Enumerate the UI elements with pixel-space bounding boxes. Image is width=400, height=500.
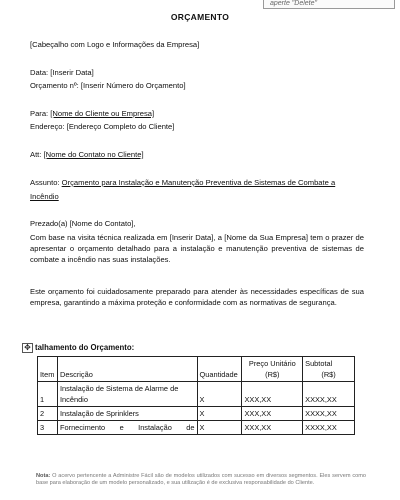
date-line: [30, 68, 94, 78]
table-row[interactable]: [38, 407, 355, 421]
row-subtotal: XXXX,XX: [303, 382, 355, 407]
row-quantity: X: [197, 407, 242, 421]
quote-number-value[interactable]: [Inserir Número do Orçamento]: [80, 81, 186, 90]
subject-label: Assunto:: [30, 178, 62, 187]
attention-value[interactable]: [Nome do Contato no Cliente]: [43, 150, 144, 159]
header-placeholder[interactable]: [Cabeçalho com Logo e Informações da Empresa]: [30, 40, 200, 49]
delete-hint-box: [263, 0, 395, 9]
header-subtotal: Subtotal (R$): [303, 357, 355, 382]
table-section-heading: talhamento do Orçamento:: [35, 343, 135, 352]
table-row[interactable]: [38, 382, 355, 407]
recipient-value[interactable]: [Nome do Cliente ou Empresa]: [50, 109, 155, 118]
footer-note: [36, 473, 366, 487]
row-item: 2: [38, 407, 58, 421]
delete-hint-text: aperte "Delete": [270, 0, 317, 7]
subject-value-line1[interactable]: Orçamento para Instalação e Manutenção Preventiva de Sistemas de Combate a: [61, 178, 336, 187]
table-row[interactable]: [38, 421, 355, 435]
subject-line: [30, 178, 335, 188]
quote-number-label: Orçamento nº:: [30, 81, 81, 90]
row-unit-price: XXX,XX: [242, 382, 303, 407]
row-quantity: X: [197, 421, 242, 435]
intro-paragraph: Com base na visita técnica realizada em [Inserir Data], a [Nome da Sua Empresa] tem o prazer de apresentar o orçamento detalhado para a instalação e manutenção preventiva de sistemas de combate a incêndio nas suas instalações.: [30, 233, 364, 264]
row-subtotal[interactable]: XXXX,XX: [303, 421, 355, 435]
header-item: Item: [38, 357, 58, 382]
purpose-paragraph: Este orçamento foi cuidadosamente preparado para atender às necessidades específicas de sua empresa, garantindo a máxima proteção e conformidade com as normativas de segurança.: [30, 287, 364, 307]
address-label: Endereço:: [30, 122, 67, 131]
row-description: Instalação de Sistema de Alarme de Incêndio: [57, 382, 197, 407]
table-header-row: [38, 357, 355, 382]
note-label: Nota:: [36, 473, 51, 479]
address-value[interactable]: [Endereço Completo do Cliente]: [66, 122, 175, 131]
address-line: [30, 122, 174, 132]
quote-items-table: [37, 356, 355, 435]
row-description: Instalação de Sprinklers: [57, 407, 197, 421]
table-move-handle-icon[interactable]: ✥: [22, 343, 33, 353]
header-unit-price: Preço Unitário (R$): [242, 357, 303, 382]
date-label: Data:: [30, 68, 51, 77]
row-unit-price: XXX,XX: [242, 407, 303, 421]
row-subtotal: XXXX,XX: [303, 407, 355, 421]
quote-number-line: [30, 81, 186, 91]
row-unit-price: XXX,XX: [242, 421, 303, 435]
note-text: O acervo pertencente a Administre Fácil são de modelos utilizados com sucesso em diversos segmentos. Eles servem como base para elaboração de um modelo personalizado, e sua utilização é de exclusiva responsabilidade do Cliente.: [36, 473, 366, 486]
row-quantity: X: [197, 382, 242, 407]
greeting: Prezado(a) [Nome do Contato],: [30, 219, 136, 228]
attention-line: [30, 150, 144, 160]
subject-continuation: [30, 192, 59, 202]
recipient-line: [30, 109, 154, 119]
attention-label: Att:: [30, 150, 44, 159]
row-item: 1: [38, 382, 58, 407]
date-value[interactable]: [Inserir Data]: [50, 68, 94, 77]
header-quantity: Quantidade: [197, 357, 242, 382]
recipient-label: Para:: [30, 109, 51, 118]
subject-value-line2[interactable]: Incêndio: [30, 192, 59, 201]
header-description: Descrição: [57, 357, 197, 382]
row-item: 3: [38, 421, 58, 435]
row-description: Fornecimento e Instalação de: [57, 421, 197, 435]
document-title: ORÇAMENTO: [170, 12, 230, 22]
